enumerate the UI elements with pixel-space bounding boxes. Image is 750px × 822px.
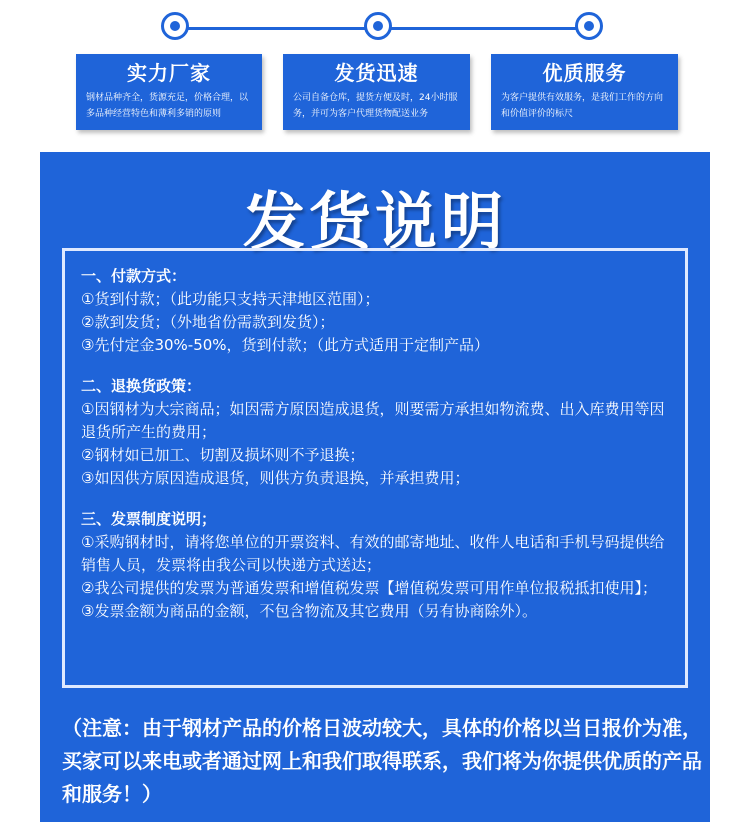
policy-box bbox=[62, 248, 688, 688]
list-item: ③发票金额为商品的金额，不包含物流及其它费用（另有协商除外）。 bbox=[81, 602, 537, 620]
feature-card-quality-service bbox=[491, 54, 678, 130]
price-notice: （注意：由于钢材产品的价格日波动较大，具体的价格以当日报价为准，买家可以来电或者通过网上和我们取得联系，我们将为你提供优质的产品和服务！） bbox=[62, 716, 702, 806]
payment-section bbox=[81, 265, 669, 357]
list-item: ②我公司提供的发票为普通发票和增值税发票【增值税发票可用作单位报税抵扣使用】； bbox=[81, 579, 657, 597]
list-item: ③先付定金30%-50%，货到付款；（此方式适用于定制产品） bbox=[81, 336, 490, 354]
list-item: ①采购钢材时，请将您单位的开票资料、有效的邮寄地址、收件人电话和手机号码提供给销售人员，发票将由我公司以快递方式送达； bbox=[81, 533, 665, 574]
page-title: 发货说明 bbox=[242, 185, 507, 258]
shipping-info-panel bbox=[40, 152, 710, 822]
invoice-section bbox=[81, 508, 669, 623]
feature-card-fast-shipping bbox=[283, 54, 470, 130]
feature-desc: 公司自备仓库，提货方便及时，24小时服务，并可为客户代理货物配送业务 bbox=[293, 93, 458, 119]
list-item: ①因钢材为大宗商品；如因需方原因造成退货，则要需方承担如物流费、出入库费用等因退货所产生的费用； bbox=[81, 400, 665, 441]
feature-title: 发货迅速 bbox=[334, 61, 419, 85]
timeline-node-icon bbox=[575, 12, 603, 40]
section-title: 三、发票制度说明； bbox=[81, 510, 217, 528]
section-title: 一、付款方式： bbox=[81, 267, 187, 285]
return-policy-section bbox=[81, 375, 669, 490]
timeline-node-icon bbox=[161, 12, 189, 40]
feature-title: 优质服务 bbox=[542, 61, 627, 85]
list-item: ②钢材如已加工、切割及损坏则不予退换； bbox=[81, 446, 365, 464]
timeline-node-icon bbox=[364, 12, 392, 40]
list-item: ①货到付款；（此功能只支持天津地区范围）； bbox=[81, 290, 380, 308]
feature-title: 实力厂家 bbox=[127, 61, 211, 85]
feature-desc: 钢材品种齐全，货源充足，价格合理，以多品种经营特色和薄利多销的原则 bbox=[86, 93, 249, 119]
list-item: ②款到发货；（外地省份需款到发货）； bbox=[81, 313, 335, 331]
feature-desc: 为客户提供有效服务，是我们工作的方向和价值评价的标尺 bbox=[501, 93, 664, 119]
feature-card-manufacturer bbox=[76, 54, 262, 130]
list-item: ③如因供方原因造成退货，则供方负责退换，并承担费用； bbox=[81, 469, 470, 487]
section-title: 二、退换货政策： bbox=[81, 377, 202, 395]
